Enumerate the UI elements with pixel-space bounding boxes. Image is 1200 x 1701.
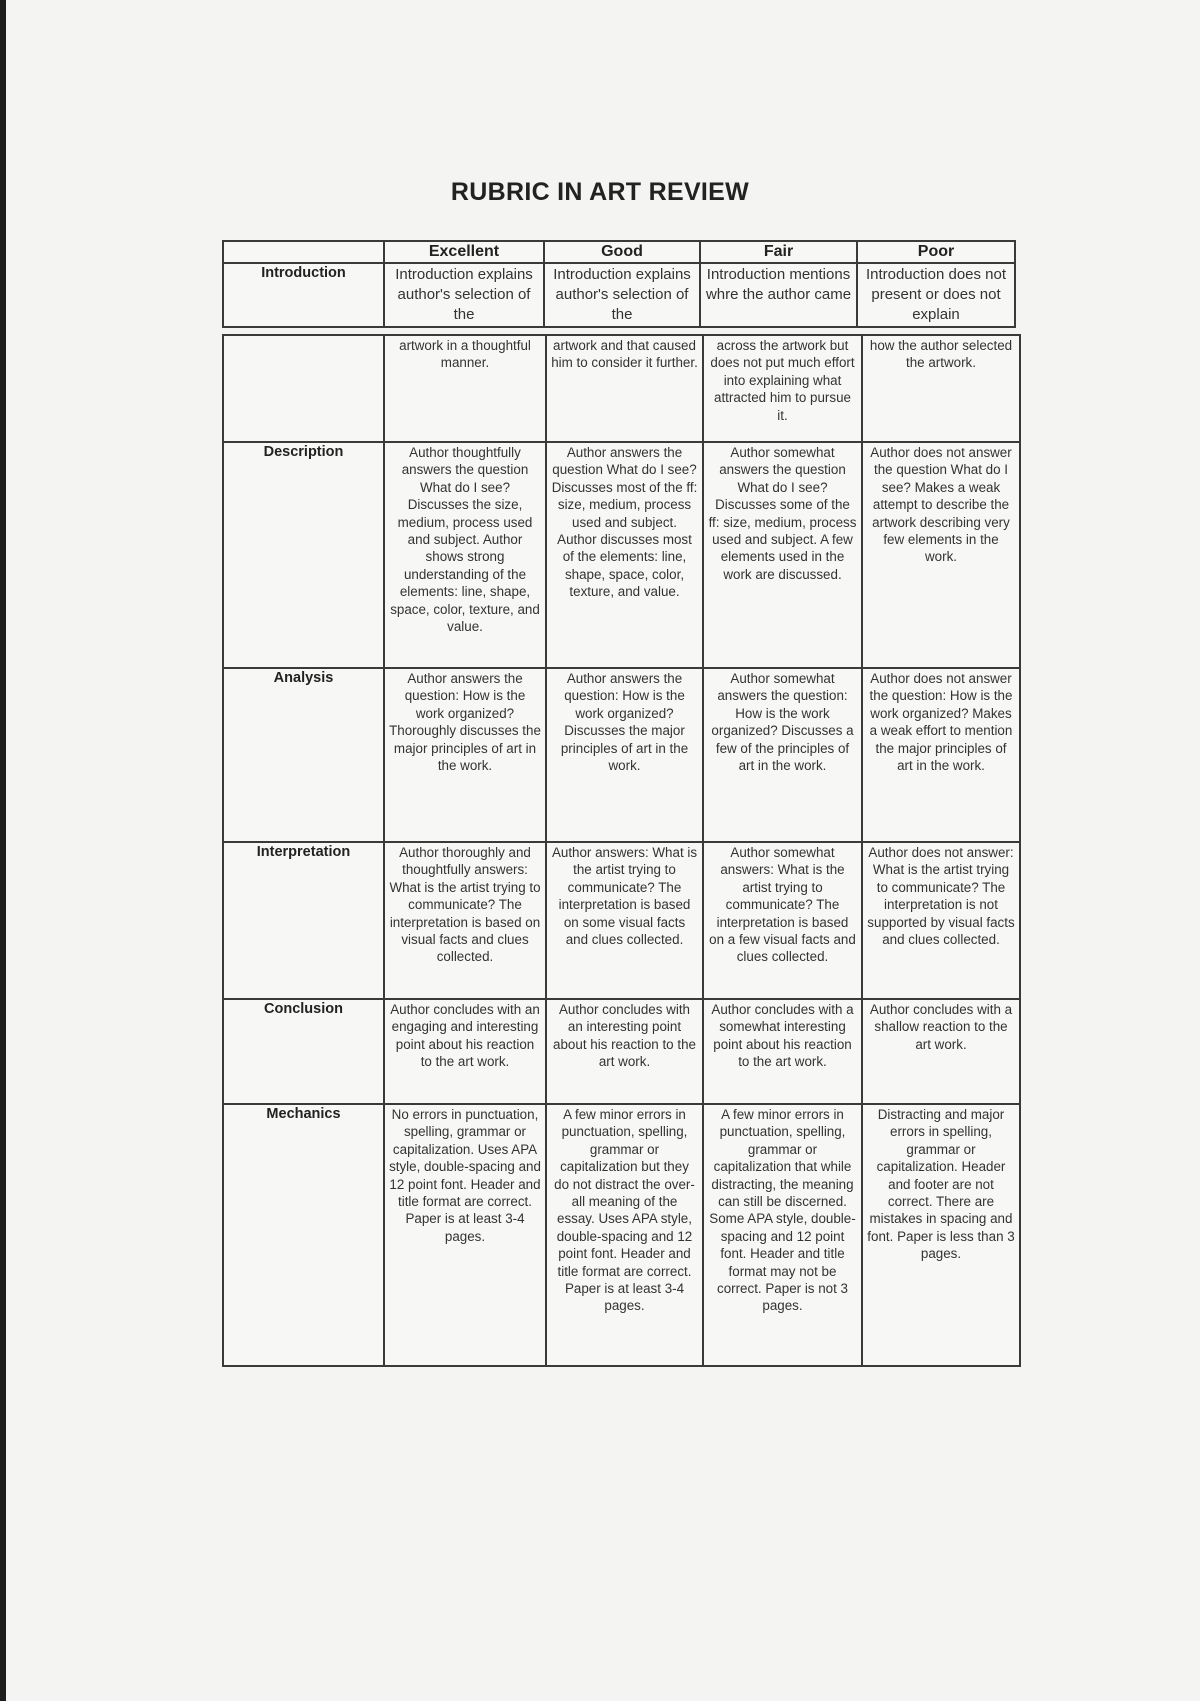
level-excellent: Excellent	[384, 241, 544, 263]
criterion-interpretation: Interpretation	[223, 842, 384, 999]
analysis-good: Author answers the question: How is the work organized? Discusses the major principles of art in the work.	[546, 668, 703, 842]
mechanics-excellent: No errors in punctuation, spelling, grammar or capitalization. Uses APA style, double-spacing and 12 point font. Header and title format are correct. Paper is at least 3-4 pages.	[384, 1104, 546, 1366]
analysis-fair: Author somewhat answers the question: How is the work organized? Discusses a few of the principles of art in the work.	[703, 668, 862, 842]
level-good: Good	[544, 241, 700, 263]
scan-edge	[0, 0, 6, 1701]
interpretation-poor: Author does not answer: What is the artist trying to communicate? The interpretation is not supported by visual facts and clues collected.	[862, 842, 1020, 999]
level-fair: Fair	[700, 241, 857, 263]
introduction-good-continued: artwork and that caused him to consider it further.	[546, 335, 703, 442]
criterion-description: Description	[223, 442, 384, 668]
introduction-excellent-continued: artwork in a thoughtful manner.	[384, 335, 546, 442]
criterion-mechanics: Mechanics	[223, 1104, 384, 1366]
introduction-poor: Introduction does not present or does not explain	[857, 263, 1015, 327]
conclusion-poor: Author concludes with a shallow reaction to the art work.	[862, 999, 1020, 1104]
conclusion-fair: Author concludes with a somewhat interesting point about his reaction to the art work.	[703, 999, 862, 1104]
introduction-good: Introduction explains author's selection of the	[544, 263, 700, 327]
description-good: Author answers the question What do I see? Discusses most of the ff: size, medium, process used and subject. Author discusses most of the elements: line, shape, space, color, texture, and value.	[546, 442, 703, 668]
criterion-analysis: Analysis	[223, 668, 384, 842]
interpretation-excellent: Author thoroughly and thoughtfully answers: What is the artist trying to communicate? The interpretation is based on visual facts and clues collected.	[384, 842, 546, 999]
interpretation-good: Author answers: What is the artist trying to communicate? The interpretation is based on some visual facts and clues collected.	[546, 842, 703, 999]
rubric-header-block	[222, 240, 1016, 328]
empty-corner-cell	[223, 241, 384, 263]
mechanics-good: A few minor errors in punctuation, spelling, grammar or capitalization but they do not distract the over-all meaning of the essay. Uses APA style, double-spacing and 12 point font. Header and title format are correct. Paper is at least 3-4 pages.	[546, 1104, 703, 1366]
conclusion-good: Author concludes with an interesting point about his reaction to the art work.	[546, 999, 703, 1104]
introduction-continued-label	[223, 335, 384, 442]
description-excellent: Author thoughtfully answers the question What do I see? Discusses the size, medium, process used and subject. Author shows strong understanding of the elements: line, shape, space, color, texture, and value.	[384, 442, 546, 668]
analysis-excellent: Author answers the question: How is the work organized? Thoroughly discusses the major principles of art in the work.	[384, 668, 546, 842]
introduction-excellent: Introduction explains author's selection of the	[384, 263, 544, 327]
introduction-fair-continued: across the artwork but does not put much effort into explaining what attracted him to pursue it.	[703, 335, 862, 442]
rubric-body-block	[222, 334, 1021, 1367]
criterion-conclusion: Conclusion	[223, 999, 384, 1104]
mechanics-fair: A few minor errors in punctuation, spelling, grammar or capitalization that while distracting, the meaning can still be discerned. Some APA style, double-spacing and 12 point font. Header and title format may not be correct. Paper is not 3 pages.	[703, 1104, 862, 1366]
analysis-poor: Author does not answer the question: How is the work organized? Makes a weak effort to mention the major principles of art in the work.	[862, 668, 1020, 842]
description-poor: Author does not answer the question What do I see? Makes a weak attempt to describe the artwork describing very few elements in the work.	[862, 442, 1020, 668]
criterion-introduction: Introduction	[223, 263, 384, 327]
page-title: RUBRIC IN ART REVIEW	[450, 178, 750, 206]
interpretation-fair: Author somewhat answers: What is the artist trying to communicate? The interpretation is based on a few visual facts and clues collected.	[703, 842, 862, 999]
description-fair: Author somewhat answers the question What do I see? Discusses some of the ff: size, medium, process used and subject. A few elements used in the work are discussed.	[703, 442, 862, 668]
level-poor: Poor	[857, 241, 1015, 263]
introduction-poor-continued: how the author selected the artwork.	[862, 335, 1020, 442]
conclusion-excellent: Author concludes with an engaging and interesting point about his reaction to the art work.	[384, 999, 546, 1104]
mechanics-poor: Distracting and major errors in spelling, grammar or capitalization. Header and footer are not correct. There are mistakes in spacing and font. Paper is less than 3 pages.	[862, 1104, 1020, 1366]
introduction-fair: Introduction mentions whre the author came	[700, 263, 857, 327]
